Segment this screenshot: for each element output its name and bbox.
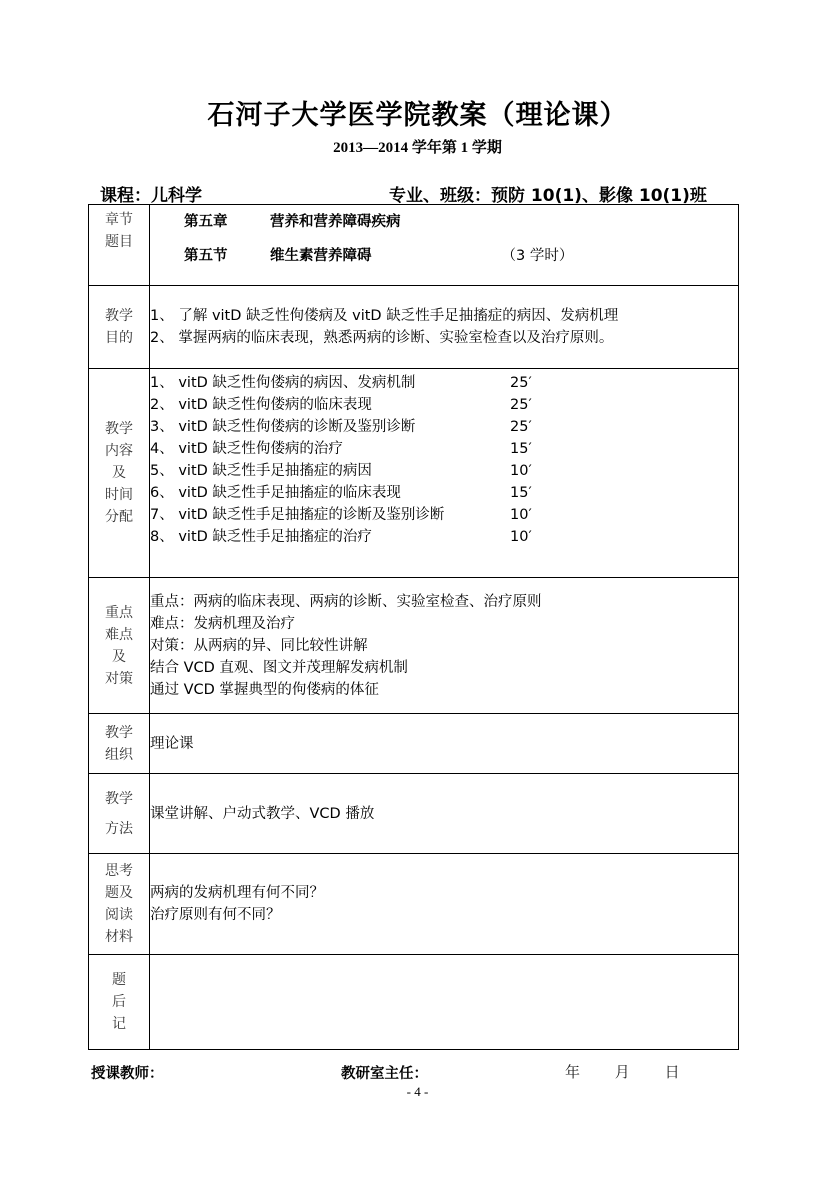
org-label: 教学 组织 <box>89 714 150 774</box>
goal-item: 1、 了解 vitD 缺乏性佝偻病及 vitD 缺乏性手足抽搐症的病因、发病机理 <box>150 308 619 324</box>
chapter-cell <box>150 205 739 286</box>
time-value: 15′ <box>510 441 532 457</box>
key-item: 难点：发病机理及治疗 <box>150 615 295 632</box>
content-item: 8、 vitD 缺乏性手足抽搐症的治疗 10′ <box>150 526 738 548</box>
post-cell[interactable] <box>150 955 739 1050</box>
chapter-title: 营养和营养障碍疾病 <box>270 214 401 230</box>
key-item: 结合 VCD 直观、图文并茂理解发病机制 <box>150 659 408 676</box>
chapter-key: 第五章 <box>184 214 228 230</box>
method-label: 教学 方法 <box>89 774 150 854</box>
think-row <box>89 854 739 955</box>
content-item: 2、 vitD 缺乏性佝偻病的临床表现 25′ <box>150 394 738 416</box>
key-row <box>89 578 739 714</box>
content-item: 6、 vitD 缺乏性手足抽搐症的临床表现 15′ <box>150 482 738 504</box>
org-row <box>89 714 739 774</box>
time-value: 25′ <box>510 419 532 435</box>
major-class-line: 专业、班级：预防 10(1)、影像 10(1)班 <box>389 186 707 206</box>
time-value: 10′ <box>510 507 532 523</box>
content-cell <box>150 369 739 578</box>
key-cell <box>150 578 739 714</box>
director-label: 教研室主任： <box>341 1066 428 1082</box>
think-cell <box>150 854 739 955</box>
method-cell: 课堂讲解、户动式教学、VCD 播放 <box>150 774 739 854</box>
page-number: - 4 - <box>406 1084 429 1099</box>
content-item: 5、 vitD 缺乏性手足抽搐症的病因 10′ <box>150 460 738 482</box>
goal-cell <box>150 286 739 369</box>
month-label: 月 <box>614 1063 630 1081</box>
course-line: 课程：儿科学 <box>100 186 202 206</box>
method-row <box>89 774 739 854</box>
page-title: 石河子大学医学院教案（理论课） <box>207 100 628 131</box>
think-item: 两病的发病机理有何不同？ <box>150 885 324 901</box>
content-item: 4、 vitD 缺乏性佝偻病的治疗 15′ <box>150 438 738 460</box>
day-label: 日 <box>664 1063 680 1081</box>
key-item: 重点：两病的临床表现、两病的诊断、实验室检查、治疗原则 <box>150 593 542 610</box>
goal-row <box>89 286 739 369</box>
time-value: 25′ <box>510 397 532 413</box>
content-item: 3、 vitD 缺乏性佝偻病的诊断及鉴别诊断 25′ <box>150 416 738 438</box>
section-key: 第五节 <box>184 248 228 264</box>
key-item: 对策：从两病的异、同比较性讲解 <box>150 637 368 654</box>
teacher-label: 授课教师： <box>91 1066 164 1082</box>
date-line <box>565 1061 680 1082</box>
post-label: 题 后 记 <box>89 955 150 1050</box>
section-title: 维生素营养障碍 <box>270 248 372 264</box>
time-value: 15′ <box>510 485 532 501</box>
chapter-label: 章节 题目 <box>89 205 150 286</box>
think-label: 思考 题及 阅读 材料 <box>89 854 150 955</box>
content-row <box>89 369 739 578</box>
time-value: 10′ <box>510 529 532 545</box>
goal-item: 2、 掌握两病的临床表现，熟悉两病的诊断、实验室检查以及治疗原则。 <box>150 330 614 346</box>
content-item: 1、 vitD 缺乏性佝偻病的病因、发病机制 25′ <box>150 372 738 394</box>
chapter-row <box>89 205 739 286</box>
key-label: 重点 难点 及 对策 <box>89 578 150 714</box>
content-item: 7、 vitD 缺乏性手足抽搐症的诊断及鉴别诊断 10′ <box>150 504 738 526</box>
key-item: 通过 VCD 掌握典型的佝偻病的体征 <box>150 681 379 698</box>
think-item: 治疗原则有何不同？ <box>150 907 281 923</box>
lesson-plan-table <box>88 204 739 1050</box>
term-line: 2013—2014 学年第 1 学期 <box>333 140 502 156</box>
goal-label: 教学 目的 <box>89 286 150 369</box>
post-row <box>89 955 739 1050</box>
time-value: 10′ <box>510 463 532 479</box>
hours-label: （3 学时） <box>501 248 574 264</box>
time-value: 25′ <box>510 375 532 391</box>
content-label: 教学 内容 及 时间 分配 <box>89 369 150 578</box>
org-cell: 理论课 <box>150 714 739 774</box>
year-label: 年 <box>565 1063 581 1081</box>
